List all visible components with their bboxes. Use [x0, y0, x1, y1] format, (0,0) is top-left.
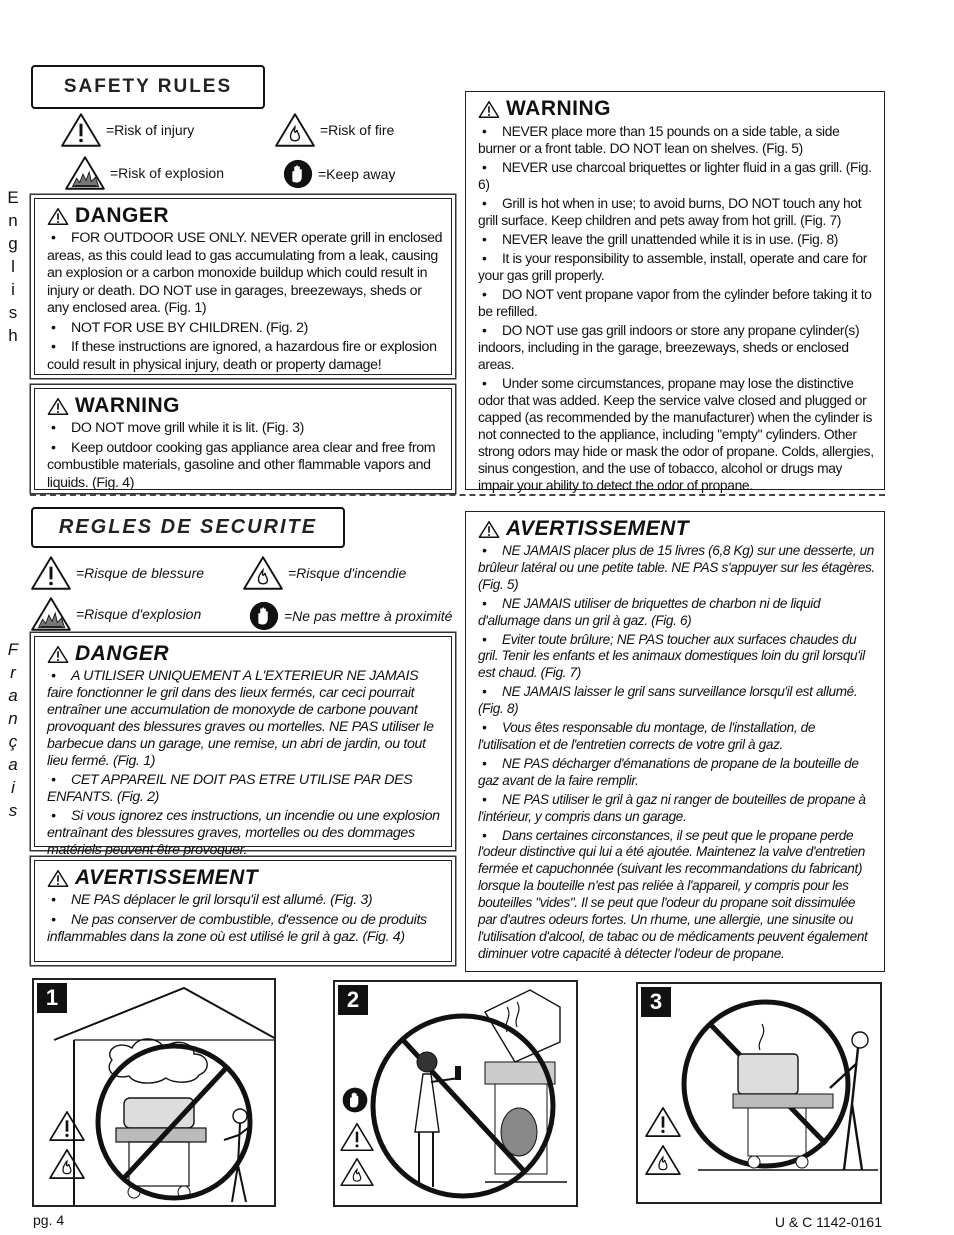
- avertissement-bullets-fr: [35, 892, 451, 947]
- bullet-item: • DO NOT use gas grill indoors or store any propane cylinder(s) indoors, including in the garage, breezeways, sheds or enclosed areas.: [478, 322, 876, 373]
- danger-heading-en: DANGER: [47, 204, 451, 228]
- bullet-item: • NOT FOR USE BY CHILDREN. (Fig. 2): [47, 320, 443, 338]
- legend-injury-label: =Risk of injury: [106, 122, 195, 138]
- danger-box-fr: [34, 636, 452, 858]
- injury-icon: [30, 555, 72, 591]
- legend-keep-away: [282, 158, 395, 190]
- bullet-item: • It is your responsibility to assemble, install, operate and care for your gas grill properly.: [478, 250, 876, 284]
- bullet-item: • If these instructions are ignored, a hazardous fire or explosion could result in physical injury, death or property damage!: [47, 339, 443, 374]
- figure-1: [32, 978, 276, 1207]
- bullet-item: • Vous êtes responsable du montage, de l'installation, de l'utilisation et de l'entretien corrects de votre gril à gaz.: [478, 720, 876, 754]
- document-code: U & C 1142-0161: [774, 1214, 882, 1230]
- danger-bullets-en: [35, 230, 451, 374]
- bullet-item: • NE JAMAIS laisser le gril sans surveillance lorsqu'il est allumé. (Fig. 8): [478, 684, 876, 718]
- warning-box-en: [34, 388, 452, 490]
- figure-3: [636, 982, 882, 1204]
- legend-explosion: [64, 155, 224, 191]
- warning-heading-en: WARNING: [47, 394, 451, 418]
- bullet-item: • DO NOT vent propane vapor from the cylinder before taking it to be refilled.: [478, 286, 876, 320]
- figure-3-illustration: [638, 984, 882, 1204]
- legend-fire: [274, 112, 394, 148]
- legend-explosion-fr: [30, 596, 201, 632]
- bullet-item: • CET APPAREIL NE DOIT PAS ETRE UTILISE PAR DES ENFANTS. (Fig. 2): [47, 772, 443, 806]
- avertissement-bullets-right-fr: [466, 543, 884, 963]
- bullet-item: • NE JAMAIS utiliser de briquettes de charbon ni de liquid d'allumage dans un gril à gaz. (Fig. 6): [478, 596, 876, 630]
- legend-keep-away-label-fr: =Ne pas mettre à proximité: [284, 608, 453, 624]
- danger-heading-fr: DANGER: [47, 642, 451, 666]
- bullet-item: • FOR OUTDOOR USE ONLY. NEVER operate grill in enclosed areas, as this could lead to gas accumulating from a leak, causing an explosion or a carbon monoxide buildup which could result in injury or death. DO NOT use in garages, breezeways, sheds or any enclosed area. (Fig. 1): [47, 230, 443, 318]
- fire-icon: [242, 555, 284, 591]
- warning-triangle-icon: [47, 869, 69, 888]
- bullet-item: • NEVER leave the grill unattended while it is in use. (Fig. 8): [478, 231, 876, 248]
- warning-bullets-en: [35, 420, 451, 492]
- warning-heading-right-en: WARNING: [478, 97, 884, 121]
- danger-box-en: [34, 198, 452, 375]
- legend-injury-fr: [30, 555, 204, 591]
- bullet-item: • Grill is hot when in use; to avoid burns, DO NOT touch any hot grill surface. Keep children and pets away from hot grill. (Fig. 7): [478, 195, 876, 229]
- figure-number-2: 2: [338, 985, 368, 1015]
- bullet-item: • Si vous ignorez ces instructions, un incendie ou une explosion entraînant des blessures graves, mortelles ou des dommages matériels peuvent être provoquer.: [47, 808, 443, 859]
- avertissement-box-right-fr: [465, 511, 885, 972]
- regles-de-securite-title: REGLES DE SECURITE: [31, 507, 345, 548]
- keep-away-icon: [282, 158, 314, 190]
- legend-injury: [60, 112, 194, 148]
- bullet-item: • Keep outdoor cooking gas appliance area clear and free from combustible materials, gasoline and other flammable vapors and liquids. (Fig. 4): [47, 440, 443, 493]
- explosion-icon: [64, 155, 106, 191]
- side-label-english: E n g l i s h: [7, 188, 19, 345]
- legend-injury-label-fr: =Risque de blessure: [76, 565, 205, 581]
- safety-rules-title: SAFETY RULES: [31, 65, 265, 109]
- bullet-item: • NE PAS décharger d'émanations de propane de la bouteille de gaz avant de la faire remplir.: [478, 756, 876, 790]
- bullet-item: • NEVER place more than 15 pounds on a side table, a side burner or a front table. DO NOT lean on shelves. (Fig. 5): [478, 123, 876, 157]
- bullet-item: • Eviter toute brûlure; NE PAS toucher aux surfaces chaudes du gril. Tenir les enfants et les animaux domestiques loin du gril lorsqu'il est chaud. (Fig. 7): [478, 632, 876, 683]
- warning-triangle-icon: [478, 520, 500, 539]
- bullet-item: • NE PAS utiliser le gril à gaz ni ranger de bouteilles de propane à l'intérieur, y compris dans un garage.: [478, 792, 876, 826]
- avertissement-box-fr: [34, 860, 452, 962]
- warning-triangle-icon: [47, 645, 69, 664]
- avertissement-heading-fr: AVERTISSEMENT: [47, 866, 451, 890]
- warning-triangle-icon: [478, 100, 500, 119]
- figure-2: [333, 980, 578, 1207]
- injury-icon: [60, 112, 102, 148]
- bullet-item: • A UTILISER UNIQUEMENT A L'EXTERIEUR NE JAMAIS faire fonctionner le gril dans des lieux fermés, car ceci pourrait entraîner une accumulation de monoxyde de carbone pouvant provoquant des blessures graves ou mortelles. NE PAS utiliser le barbecue dans un garage, une remise, un abri de jardin, ou tout lieu fermé. (Fig. 1): [47, 668, 443, 770]
- legend-fire-label: =Risk of fire: [320, 122, 395, 138]
- bullet-item: • Under some circumstances, propane may lose the distinctive odor that was added. Keep the service valve closed and plugged or capped (as recommended by the manufacturer) when the cylinder is not connected to the appliance, including "empty" cylinders. Other strong odors may hide or mask the odor of propane. Colds, allergies, sinus congestion, and the use of tobacco, alcohol or drugs may impair your ability to detect the odor of propane.: [478, 375, 876, 494]
- side-label-francais: F r a n ç a i s: [7, 640, 19, 820]
- bullet-item: • Ne pas conserver de combustible, d'essence ou de produits inflammables dans la zone où est utilisé le gril à gaz. (Fig. 4): [47, 912, 443, 947]
- page-number: pg. 4: [33, 1212, 65, 1228]
- legend-keep-away-fr: [248, 600, 452, 632]
- section-divider: [30, 494, 885, 496]
- legend-explosion-label-fr: =Risque d'explosion: [76, 606, 202, 622]
- bullet-item: • DO NOT move grill while it is lit. (Fig. 3): [47, 420, 443, 438]
- figure-1-illustration: [34, 980, 276, 1207]
- legend-fire-label-fr: =Risque d'incendie: [288, 565, 407, 581]
- keep-away-icon: [248, 600, 280, 632]
- figure-number-3: 3: [641, 987, 671, 1017]
- bullet-item: • Dans certaines circonstances, il se peut que le propane perde l'odeur distinctive qui lui a été ajoutée. Maintenez la valve d'entretien fermée et capuchonnée (suivant les recommandations du fabricant) lorsque la bouteille n'est pas reliée à l'appareil, y compris pour les bouteilles "vides". Il se peut que l'odeur du propane soit dissimulée par d'autres odeurs fortes. Un rhume, une allergie, une sinusite ou l'utilisation d'alcool, de tabac ou de médicaments peuvent également diminuer votre capacité à détecter l'odeur de propane.: [478, 828, 876, 963]
- warning-triangle-icon: [47, 397, 69, 416]
- danger-bullets-fr: [35, 668, 451, 859]
- legend-explosion-label: =Risk of explosion: [110, 165, 225, 181]
- warning-bullets-right-en: [466, 123, 884, 494]
- warning-box-right-en: [465, 91, 885, 493]
- avertissement-heading-right-fr: AVERTISSEMENT: [478, 517, 884, 541]
- legend-keep-away-label: =Keep away: [318, 166, 396, 182]
- bullet-item: • NEVER use charcoal briquettes or lighter fluid in a gas grill. (Fig. 6): [478, 159, 876, 193]
- explosion-icon: [30, 596, 72, 632]
- bullet-item: • NE JAMAIS placer plus de 15 livres (6,8 Kg) sur une desserte, un brûleur latéral ou une petite table. NE PAS s'appuyer sur les étagères. (Fig. 5): [478, 543, 876, 594]
- warning-triangle-icon: [47, 207, 69, 226]
- fire-icon: [274, 112, 316, 148]
- figure-2-illustration: [335, 982, 578, 1207]
- legend-fire-fr: [242, 555, 406, 591]
- figure-number-1: 1: [37, 983, 67, 1013]
- bullet-item: • NE PAS déplacer le gril lorsqu'il est allumé. (Fig. 3): [47, 892, 443, 910]
